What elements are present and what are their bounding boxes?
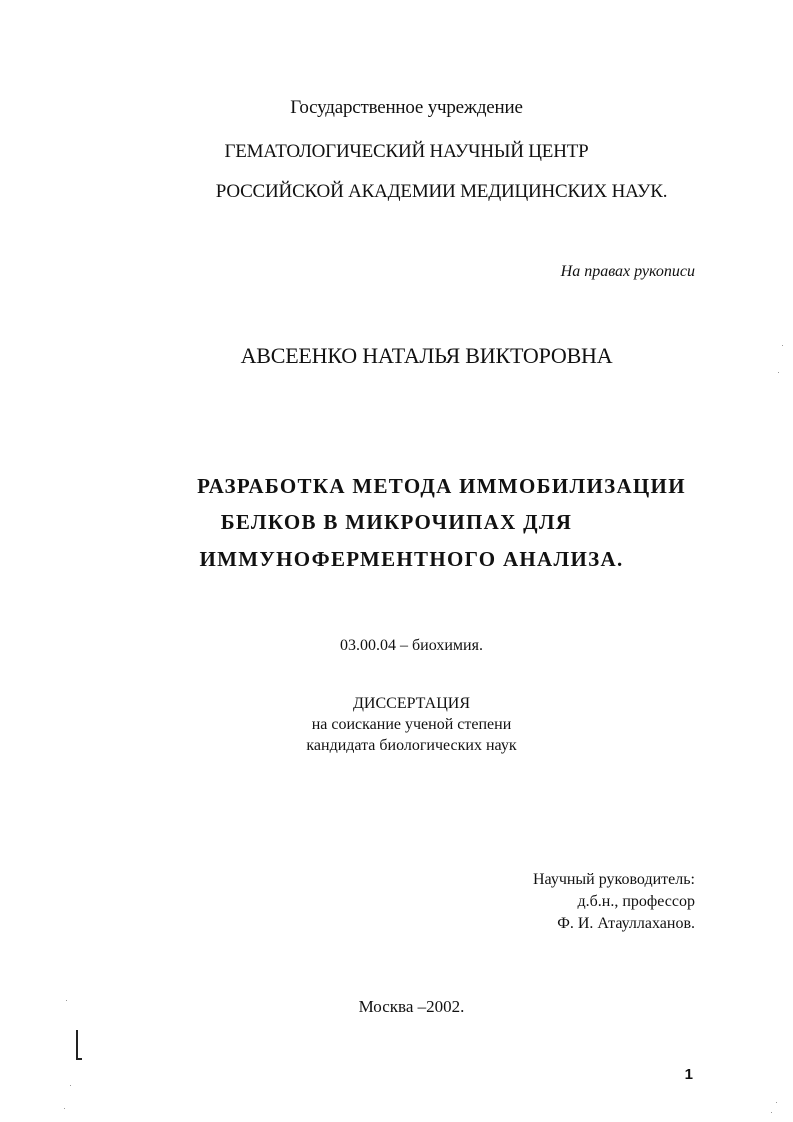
manuscript-note: На правах рукописи xyxy=(560,263,695,280)
supervisor-label: Научный руководитель: xyxy=(532,871,695,888)
scan-speck xyxy=(771,1112,772,1113)
scan-speck xyxy=(66,1000,67,1001)
institution-name: ГЕМАТОЛОГИЧЕСКИЙ НАУЧНЫЙ ЦЕНТР xyxy=(224,141,589,162)
supervisor-degree: д.б.н., профессор xyxy=(577,893,695,910)
scan-speck xyxy=(778,372,779,373)
author-name: АВСЕЕНКО НАТАЛЬЯ ВИКТОРОВНА xyxy=(240,343,613,368)
city-year: Москва –2002. xyxy=(358,997,465,1016)
dissertation-title-line-2: БЕЛКОВ В МИКРОЧИПАХ ДЛЯ xyxy=(220,510,573,534)
scan-artifact-mark xyxy=(76,1030,78,1060)
degree-field-line: кандидата биологических наук xyxy=(306,737,517,754)
scan-artifact-tick xyxy=(76,1058,82,1060)
dissertation-title-line-3: ИММУНОФЕРМЕНТНОГО АНАЛИЗА. xyxy=(199,547,624,571)
scan-speck xyxy=(70,1085,71,1086)
scan-speck xyxy=(782,345,783,346)
institution-type: Государственное учреждение xyxy=(290,97,523,118)
dissertation-label: ДИССЕРТАЦИЯ xyxy=(353,695,470,712)
supervisor-name: Ф. И. Атауллаханов. xyxy=(557,915,695,932)
degree-line: на соискание ученой степени xyxy=(311,716,512,733)
dissertation-title-line-1: РАЗРАБОТКА МЕТОДА ИММОБИЛИЗАЦИИ xyxy=(197,474,686,498)
scan-speck xyxy=(64,1108,65,1109)
institution-academy: РОССИЙСКОЙ АКАДЕМИИ МЕДИЦИНСКИХ НАУК. xyxy=(215,181,668,202)
specialty-code: 03.00.04 – биохимия. xyxy=(340,637,483,654)
page-number: 1 xyxy=(684,1066,693,1083)
scan-speck xyxy=(776,1102,777,1103)
